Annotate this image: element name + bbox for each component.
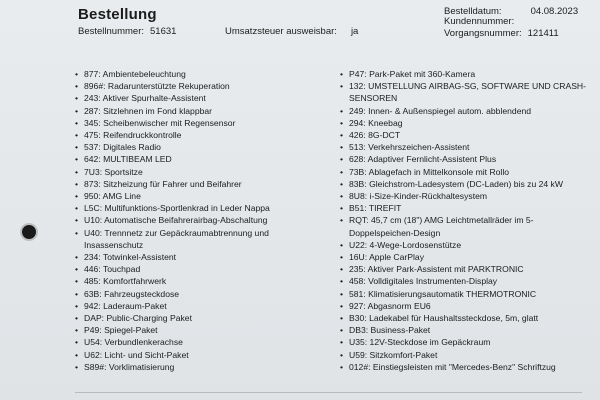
list-item (75, 312, 330, 324)
list-item (340, 239, 590, 251)
divider (75, 392, 582, 393)
list-item (75, 80, 330, 92)
list-item (340, 80, 590, 104)
list-item-text: 426: 8G-DCT (349, 130, 401, 141)
list-item (340, 336, 590, 348)
list-item-text: U59: Sitzkomfort-Paket (349, 349, 438, 360)
list-item (75, 202, 330, 214)
bullet-icon: • (75, 130, 79, 141)
vat-value: ja (350, 26, 359, 37)
date-label: Bestelldatum: (444, 6, 502, 17)
list-item-text: 249: Innen- & Außenspiegel autom. abblendend (349, 105, 532, 116)
bullet-icon: • (75, 81, 79, 92)
bullet-icon: • (340, 191, 344, 202)
bullet-icon: • (340, 69, 344, 79)
bullet-icon: • (75, 93, 79, 104)
list-item (75, 68, 330, 80)
list-item (75, 153, 330, 165)
list-item-text: 458: Volldigitales Instrumenten-Display (349, 276, 498, 287)
bullet-icon: • (75, 288, 79, 299)
list-item-text: 485: Komfortfahrwerk (84, 276, 167, 287)
list-item (340, 251, 590, 263)
list-item-text: 642: MULTIBEAM LED (84, 154, 172, 165)
list-item-text: U40: Trennnetz zur Gepäckraumabtrennung und Insassenschutz (84, 227, 269, 250)
bullet-icon: • (75, 178, 79, 189)
bullet-icon: • (340, 215, 344, 226)
customer-line (444, 16, 520, 27)
list-item-text: 294: Kneebag (349, 117, 403, 128)
bullet-icon: • (340, 166, 344, 177)
list-item (340, 263, 590, 275)
list-item (340, 190, 590, 202)
list-item (340, 361, 590, 373)
customer-label: Kundennummer: (444, 16, 515, 27)
bullet-icon: • (75, 276, 79, 287)
bullet-icon: • (340, 288, 344, 299)
list-item (340, 105, 590, 117)
list-item-text: 235: Aktiver Park-Assistent mit PARKTRONIC (349, 264, 524, 275)
list-item-text: 950: AMG Line (84, 191, 141, 202)
order-number-value: 51631 (150, 26, 177, 37)
bullet-icon: • (75, 361, 79, 372)
list-item-text: B51: TIREFIT (349, 203, 402, 214)
list-item (75, 300, 330, 312)
list-item-text: 132: UMSTELLUNG AIRBAG-SG, SOFTWARE UND CRASH-SENSOREN (349, 81, 587, 104)
bullet-icon: • (340, 337, 344, 348)
list-item (340, 166, 590, 178)
list-item-text: U62: Licht- und Sicht-Paket (84, 349, 189, 360)
list-item (340, 68, 590, 80)
list-item-text: 16U: Apple CarPlay (349, 252, 424, 263)
list-item (75, 336, 330, 348)
list-item-text: DB3: Business-Paket (349, 325, 431, 336)
list-item (340, 312, 590, 324)
list-item-text: 73B: Ablagefach in Mittelkonsole mit Rollo (349, 166, 510, 177)
list-item-text: 012#: Einstiegsleisten mit "Mercedes-Benz" Schriftzug (349, 361, 556, 372)
bullet-icon: • (340, 117, 344, 128)
list-item-text: U35: 12V-Steckdose im Gepäckraum (349, 337, 491, 348)
list-item (75, 190, 330, 202)
bullet-icon: • (340, 154, 344, 165)
list-item-text: 513: Verkehrszeichen-Assistent (349, 142, 470, 153)
bullet-icon: • (75, 69, 79, 79)
bullet-icon: • (75, 227, 79, 238)
list-item-text: 345: Scheibenwischer mit Regensensor (84, 117, 236, 128)
list-item (340, 288, 590, 300)
list-item-text: U54: Verbundlenkerachse (84, 337, 183, 348)
bullet-icon: • (340, 130, 344, 141)
bullet-icon: • (75, 154, 79, 165)
page-title: Bestellung (78, 6, 157, 23)
bullet-icon: • (75, 337, 79, 348)
list-item (75, 324, 330, 336)
bullet-icon: • (340, 239, 344, 250)
punch-hole (22, 225, 36, 239)
bullet-icon: • (75, 264, 79, 275)
bullet-icon: • (75, 191, 79, 202)
list-item-text: 927: Abgasnorm EU6 (349, 300, 431, 311)
list-item-text: B30: Ladekabel für Haushaltssteckdose, 5m, glatt (349, 313, 539, 324)
bullet-icon: • (340, 142, 344, 153)
equipment-list-left (75, 68, 330, 373)
bullet-icon: • (75, 325, 79, 336)
list-item-text: 475: Reifendruckkontrolle (84, 130, 182, 141)
bullet-icon: • (340, 349, 344, 360)
list-item (340, 153, 590, 165)
list-item (340, 214, 590, 238)
bullet-icon: • (340, 276, 344, 287)
bullet-icon: • (340, 313, 344, 324)
list-item-text: S89#: Vorklimatisierung (84, 361, 175, 372)
bullet-icon: • (340, 105, 344, 116)
bullet-icon: • (75, 166, 79, 177)
bullet-icon: • (75, 349, 79, 360)
list-item (75, 92, 330, 104)
list-item (75, 288, 330, 300)
bullet-icon: • (75, 142, 79, 153)
list-item-text: 287: Sitzlehnen im Fond klappbar (84, 105, 213, 116)
vat-line (225, 26, 358, 37)
list-item (340, 349, 590, 361)
process-label: Vorgangsnummer: (444, 28, 522, 39)
list-item-text: 234: Totwinkel-Assistent (84, 252, 177, 263)
list-item-text: 63B: Fahrzeugsteckdose (84, 288, 180, 299)
list-item-text: 83B: Gleichstrom-Ladesystem (DC-Laden) bis zu 24 kW (349, 178, 563, 189)
bullet-icon: • (340, 203, 344, 214)
bullet-icon: • (75, 105, 79, 116)
bullet-icon: • (340, 81, 344, 92)
process-line (444, 28, 559, 39)
list-item (75, 349, 330, 361)
list-item (75, 141, 330, 153)
list-item (75, 361, 330, 373)
list-item-text: P47: Park-Paket mit 360-Kamera (349, 69, 476, 79)
list-item-text: 243: Aktiver Spurhalte-Assistent (84, 93, 206, 104)
order-number-line (78, 26, 176, 37)
list-item (340, 324, 590, 336)
list-item-text: P49: Spiegel-Paket (84, 325, 158, 336)
list-item-text: 8U8: i-Size-Kinder-Rückhaltesystem (349, 191, 488, 202)
list-item (75, 105, 330, 117)
bullet-icon: • (75, 313, 79, 324)
bullet-icon: • (340, 252, 344, 263)
list-item (340, 275, 590, 287)
list-item-text: 628: Adaptiver Fernlicht-Assistent Plus (349, 154, 497, 165)
list-item (340, 202, 590, 214)
bullet-icon: • (75, 117, 79, 128)
list-item-text: DAP: Public-Charging Paket (84, 313, 192, 324)
bullet-icon: • (75, 252, 79, 263)
bullet-icon: • (75, 203, 79, 214)
list-item (75, 251, 330, 263)
order-number-label: Bestellnummer: (78, 26, 144, 37)
list-item (75, 227, 330, 251)
list-item (340, 129, 590, 141)
list-item (75, 117, 330, 129)
equipment-list-right (340, 68, 590, 373)
list-item (75, 178, 330, 190)
list-item (340, 178, 590, 190)
bullet-icon: • (340, 300, 344, 311)
list-item (340, 117, 590, 129)
bullet-icon: • (75, 300, 79, 311)
process-value: 121411 (527, 28, 559, 39)
bullet-icon: • (340, 325, 344, 336)
list-item-text: 873: Sitzheizung für Fahrer und Beifahrer (84, 178, 242, 189)
list-item-text: 942: Laderaum-Paket (84, 300, 167, 311)
bullet-icon: • (75, 215, 79, 226)
list-item-text: 537: Digitales Radio (84, 142, 161, 153)
date-value: 04.08.2023 (530, 6, 579, 17)
list-item-text: U22: 4-Wege-Lordosenstütze (349, 239, 462, 250)
list-item (340, 300, 590, 312)
list-item (75, 214, 330, 226)
bullet-icon: • (340, 361, 344, 372)
list-item (75, 263, 330, 275)
list-item-text: L5C: Multifunktions-Sportlenkrad in Leder Nappa (84, 203, 270, 214)
list-item-text: 877: Ambientebeleuchtung (84, 69, 186, 79)
list-item (75, 129, 330, 141)
list-item (340, 141, 590, 153)
list-item-text: U10: Automatische Beifahrerairbag-Abschaltung (84, 215, 268, 226)
list-item-text: 896#: Radarunterstützte Rekuperation (84, 81, 230, 92)
list-item-text: RQT: 45,7 cm (18") AMG Leichtmetallräder im 5-Doppelspeichen-Design (349, 215, 534, 238)
bullet-icon: • (340, 264, 344, 275)
list-item-text: 446: Touchpad (84, 264, 141, 275)
bullet-icon: • (340, 178, 344, 189)
list-item-text: 7U3: Sportsitze (84, 166, 143, 177)
list-item (75, 166, 330, 178)
list-item-text: 581: Klimatisierungsautomatik THERMOTRONIC (349, 288, 537, 299)
vat-label: Umsatzsteuer ausweisbar: (225, 26, 337, 37)
list-item (75, 275, 330, 287)
